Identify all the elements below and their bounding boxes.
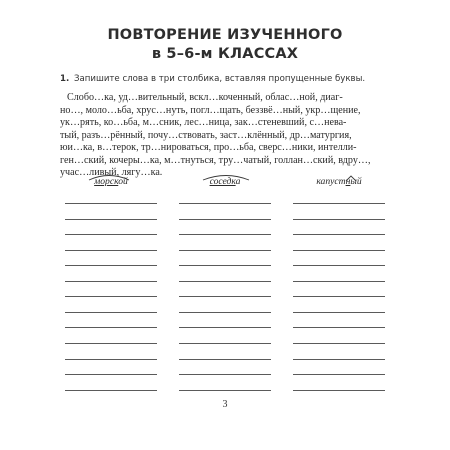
answer-line: [179, 390, 271, 391]
answer-line: [179, 234, 271, 235]
answer-line: [65, 296, 157, 297]
answer-line: [179, 281, 271, 282]
answer-line: [293, 390, 385, 391]
paragraph-line: юи…ка, в…терок, тр…нироваться, про…ьба, сверс…ники, интелли-: [60, 142, 357, 154]
answer-line: [179, 327, 271, 328]
task-number: 1.: [60, 74, 70, 84]
answer-line: [65, 281, 157, 282]
answer-line: [65, 390, 157, 391]
answer-line: [65, 203, 157, 204]
column-sosedka: [179, 175, 271, 189]
answer-line: [293, 219, 385, 220]
answer-line: [293, 265, 385, 266]
answer-line: [293, 234, 385, 235]
answer-line: [293, 312, 385, 313]
column-kapustny: [293, 175, 385, 189]
root-arc-icon: [87, 173, 131, 181]
paragraph-line: но…, моло…ьба, хрус…нуть, погл…щать, беззвё…ный, укр…щение,: [60, 104, 361, 116]
answer-line: [179, 312, 271, 313]
answer-line: [65, 327, 157, 328]
answer-line: [65, 359, 157, 360]
column-morskoy: [65, 175, 157, 189]
answer-line: [65, 250, 157, 251]
sample-root: морск: [94, 176, 119, 187]
answer-line: [179, 219, 271, 220]
answer-line: [293, 250, 385, 251]
answer-line: [179, 203, 271, 204]
answer-line: [293, 296, 385, 297]
answer-line: [65, 312, 157, 313]
task-text: Запишите слова в три столбика, вставляя пропущенные буквы.: [73, 74, 366, 84]
suffix-mark-icon: [345, 175, 357, 182]
column-sample-word: [293, 175, 385, 189]
sample-ending: ый: [350, 176, 362, 187]
answer-line: [179, 265, 271, 266]
paragraph-line: ген…ский, кочеры…ка, м…тнуться, тру…чатый, голлан…ский, вдру…,: [60, 154, 371, 166]
sample-prefix: капуст: [316, 176, 346, 187]
answer-line: [65, 343, 157, 344]
answer-line: [179, 250, 271, 251]
title-line-1: ПОВТОРЕНИЕ ИЗУЧЕННОГО: [107, 27, 343, 43]
answer-line: [179, 359, 271, 360]
paragraph-line: Слобо…ка, уд…вительный, вскл…коченный, облас…ной, диаг-: [67, 92, 343, 103]
exercise-paragraph: [60, 92, 390, 180]
sample-suffix: ой: [118, 176, 128, 187]
task-instruction: [60, 74, 400, 84]
root-arc-icon: [201, 173, 251, 181]
answer-line: [179, 296, 271, 297]
answer-line: [65, 234, 157, 235]
answer-line: [179, 374, 271, 375]
answer-line: [293, 359, 385, 360]
sample-suffix: а: [235, 176, 241, 187]
sample-root: соседк: [209, 176, 236, 187]
answer-line: [293, 281, 385, 282]
paragraph-line: учас…ливый, лягу…ка.: [60, 167, 163, 179]
answer-line: [65, 265, 157, 266]
answer-line: [293, 374, 385, 375]
sample-suffix-marker: н: [345, 176, 351, 187]
answer-line: [293, 203, 385, 204]
answer-line: [293, 343, 385, 344]
answer-line: [179, 343, 271, 344]
paragraph-line: тый, разъ…рённый, почу…ствовать, заст…клённый, др…матургия,: [60, 129, 352, 141]
page-number: 3: [222, 399, 228, 410]
answer-line: [65, 374, 157, 375]
answer-line: [293, 327, 385, 328]
title-line-2: в 5–6-м КЛАССАХ: [151, 46, 299, 62]
answer-line: [65, 219, 157, 220]
paragraph-line: ук…рять, ко…ьба, м…сник, лес…ница, зак…стеневший, с…нева-: [60, 117, 347, 129]
